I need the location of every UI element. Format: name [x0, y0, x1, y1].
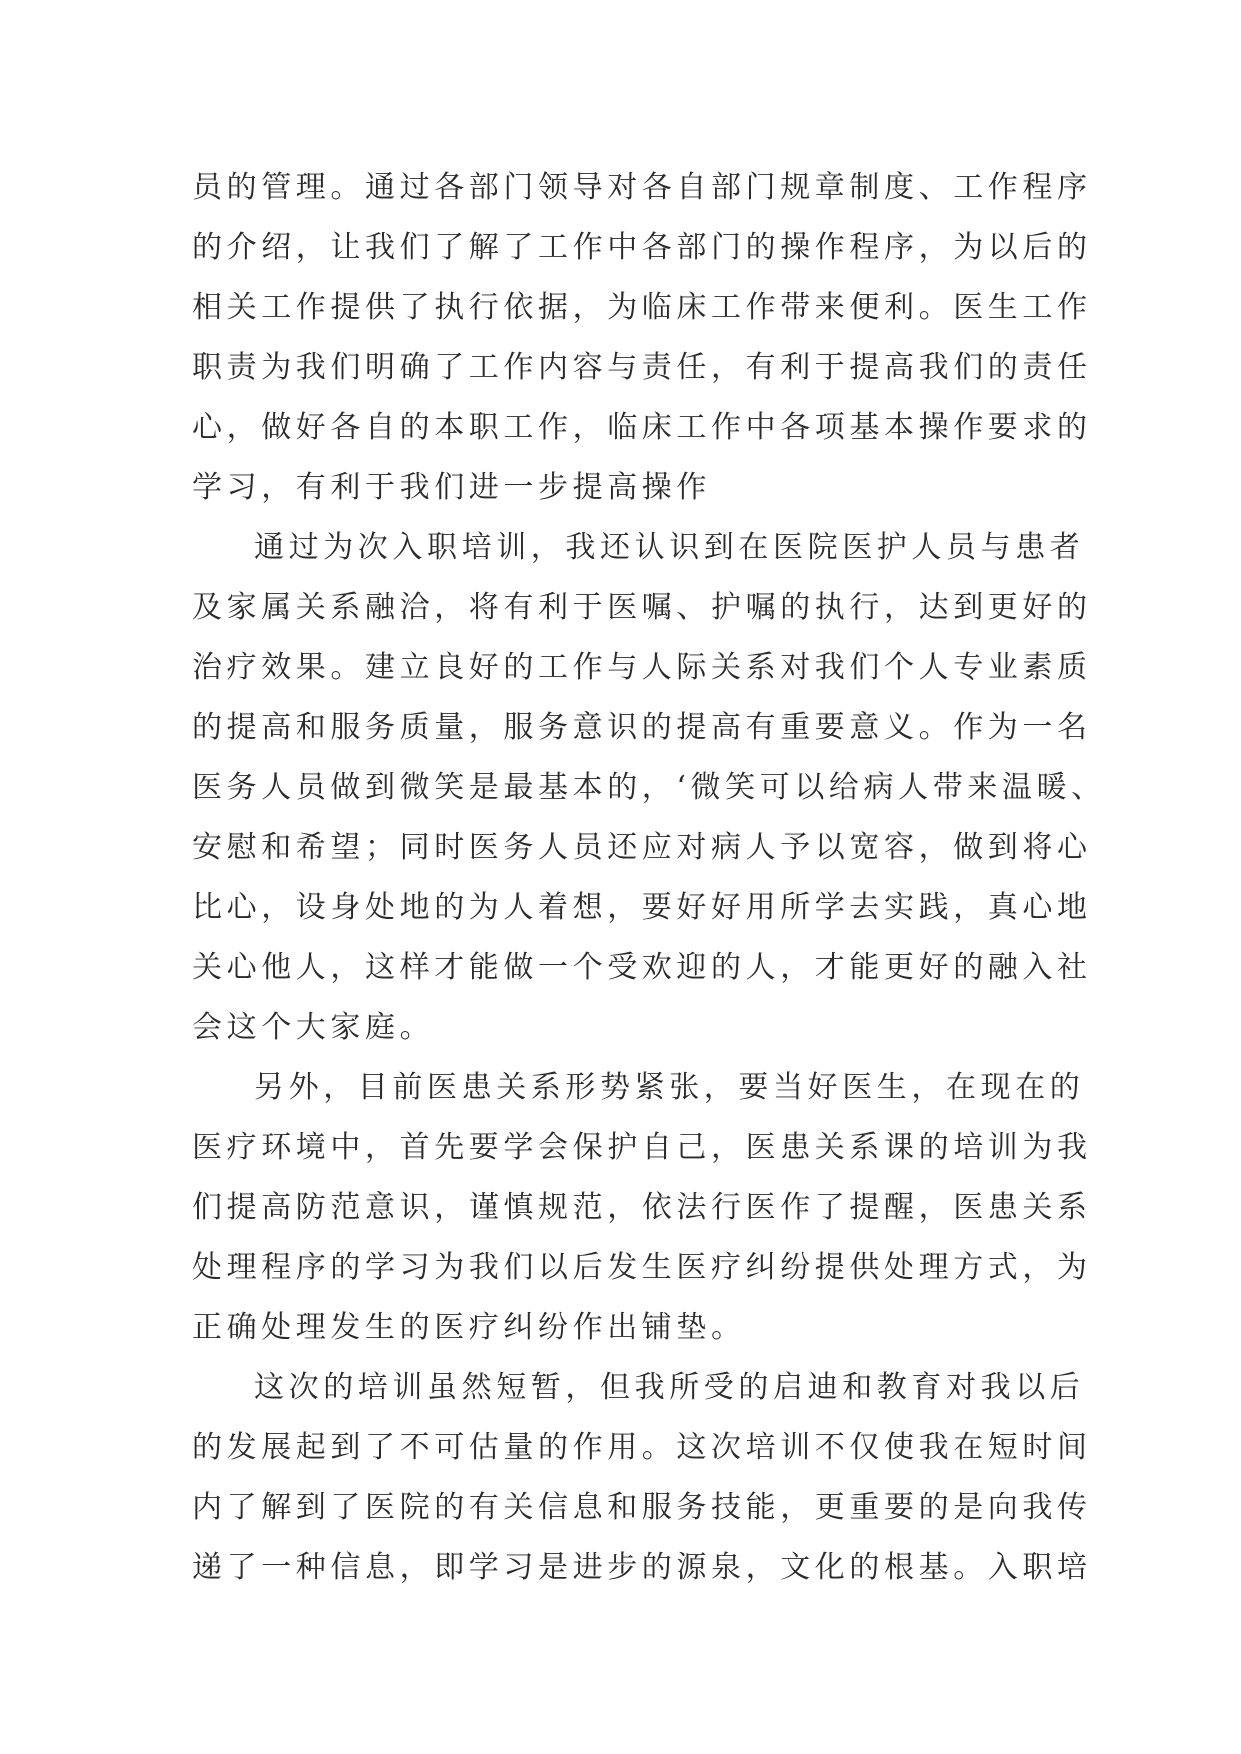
- text-line: 及家属关系融洽，将有利于医嘱、护嘱的执行，达到更好的: [192, 590, 1092, 625]
- text-line: 医务人员做到微笑是最基本的，‘微笑可以给病人带来温暖、: [192, 770, 1106, 805]
- text-line: 学习，有利于我们进一步提高操作: [192, 470, 711, 505]
- text-line: 治疗效果。建立良好的工作与人际关系对我们个人专业素质: [192, 650, 1092, 685]
- text-line: 会这个大家庭。: [192, 1010, 435, 1045]
- text-line: 内了解到了医院的有关信息和服务技能，更重要的是向我传: [192, 1490, 1092, 1525]
- text-line: 关心他人，这样才能做一个受欢迎的人，才能更好的融入社: [192, 950, 1092, 985]
- text-line: 医疗环境中，首先要学会保护自己，医患关系课的培训为我: [192, 1130, 1092, 1165]
- text-line: 另外，目前医患关系形势紧张，要当好医生，在现在的: [254, 1070, 1085, 1105]
- text-line: 处理程序的学习为我们以后发生医疗纠纷提供处理方式，为: [192, 1250, 1092, 1285]
- text-line: 的介绍，让我们了解了工作中各部门的操作程序，为以后的: [192, 230, 1092, 265]
- text-line: 正确处理发生的医疗纠纷作出铺垫。: [192, 1310, 746, 1345]
- text-line: 的发展起到了不可估量的作用。这次培训不仅使我在短时间: [192, 1430, 1092, 1465]
- document-body: [192, 158, 1106, 1598]
- text-line: 们提高防范意识，谨慎规范，依法行医作了提醒，医患关系: [192, 1190, 1092, 1225]
- text-line: 递了一种信息，即学习是进步的源泉，文化的根基。入职培: [192, 1550, 1092, 1585]
- text-line: 员的管理。通过各部门领导对各自部门规章制度、工作程序: [192, 170, 1092, 205]
- text-line: 安慰和希望；同时医务人员还应对病人予以宽容，做到将心: [192, 830, 1092, 865]
- text-line: 职责为我们明确了工作内容与责任，有利于提高我们的责任: [192, 350, 1092, 385]
- text-line: 比心，设身处地的为人着想，要好好用所学去实践，真心地: [192, 890, 1092, 925]
- text-line: 通过为次入职培训，我还认识到在医院医护人员与患者: [254, 530, 1085, 565]
- text-line: 相关工作提供了执行依据，为临床工作带来便利。医生工作: [192, 290, 1092, 325]
- text-line: 的提高和服务质量，服务意识的提高有重要意义。作为一名: [192, 710, 1092, 745]
- text-line: 心，做好各自的本职工作，临床工作中各项基本操作要求的: [192, 410, 1092, 445]
- text-line: 这次的培训虽然短暂，但我所受的启迪和教育对我以后: [254, 1370, 1085, 1405]
